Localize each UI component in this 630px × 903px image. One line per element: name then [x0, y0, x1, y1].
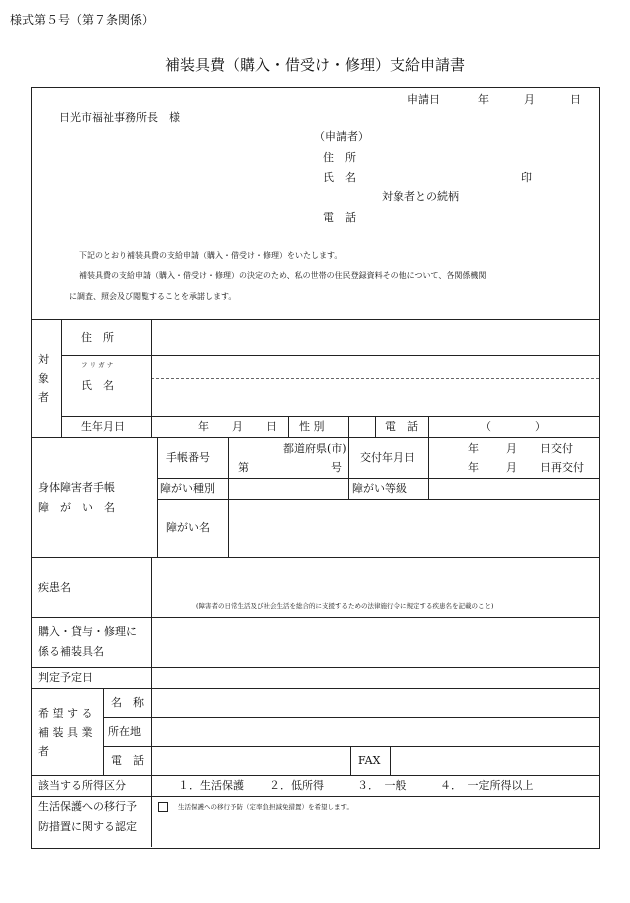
subject-address-label: 住 所	[81, 331, 114, 344]
col-divider	[61, 319, 62, 437]
row-divider	[103, 746, 599, 747]
application-year-label: 年	[478, 93, 489, 106]
col-divider	[157, 437, 158, 557]
disease-note: (障害者の日常生活及び社会生活を総合的に支援するための法律施行令に規定する疾患名を記載のこと)	[196, 602, 494, 610]
vendor-label-line1: 希 望 す る	[38, 707, 93, 720]
handbook-label: 身体障害者手帳	[38, 481, 115, 494]
applicant-heading: （申請者）	[314, 130, 369, 143]
col-divider	[348, 416, 349, 437]
addressee: 日光市福祉事務所長 様	[59, 111, 180, 124]
col-divider	[375, 416, 376, 437]
device-label-line2: 係る補装具名	[38, 645, 104, 658]
birth-month-label: 月	[232, 420, 243, 433]
issue-year-label: 年	[468, 442, 479, 455]
disability-name-section-label: 障 が い 名	[38, 501, 115, 514]
applicant-phone-label: 電 話	[323, 211, 356, 224]
row-divider	[31, 667, 599, 668]
income-option[interactable]: １．生活保護	[178, 779, 244, 792]
judgment-date-label: 判定予定日	[38, 671, 93, 684]
birth-year-label: 年	[198, 420, 209, 433]
col-divider	[390, 746, 391, 775]
application-date-label: 申請日	[407, 93, 440, 106]
vendor-name-label: 名 称	[111, 696, 144, 709]
row-divider	[157, 478, 599, 479]
vendor-label-line3: 者	[38, 745, 49, 758]
prefecture-label: 都道府県(市)	[283, 442, 347, 455]
col-divider	[151, 319, 152, 437]
subject-phone-label: 電 話	[385, 420, 418, 433]
row-divider	[31, 617, 599, 618]
vendor-location-label: 所在地	[108, 725, 141, 738]
transition-checkbox[interactable]	[158, 802, 168, 812]
col-divider	[428, 416, 429, 437]
income-option[interactable]: ３． 一般	[357, 779, 407, 792]
income-option[interactable]: ２．低所得	[269, 779, 324, 792]
vendor-label-line2: 補 装 具 業	[38, 726, 93, 739]
birth-date-label: 生年月日	[81, 420, 125, 433]
applicant-address-label: 住 所	[323, 151, 356, 164]
relation-label: 対象者との続柄	[382, 190, 459, 203]
statement-consent-2: に調査、照会及び閲覧することを承諾します。	[69, 292, 237, 301]
row-divider	[61, 355, 599, 356]
reissue-month-label: 月	[506, 461, 517, 474]
row-divider	[157, 499, 599, 500]
subject-phone-parens: （ ）	[480, 420, 546, 433]
row-divider	[31, 796, 599, 797]
row-divider	[31, 437, 599, 438]
transition-label-line1: 生活保護への移行予	[38, 800, 137, 813]
row-divider	[103, 717, 599, 718]
col-divider	[151, 557, 152, 847]
row-divider	[31, 688, 599, 689]
birth-day-label: 日	[266, 420, 277, 433]
vendor-fax-label: FAX	[358, 754, 381, 767]
transition-label-line2: 防措置に関する認定	[38, 820, 137, 833]
disability-type-label: 障がい種別	[160, 482, 215, 495]
seal-mark: 印	[521, 171, 532, 184]
applicant-name-label: 氏 名	[323, 171, 356, 184]
issue-date-label: 交付年月日	[360, 451, 415, 464]
col-divider	[348, 437, 349, 499]
row-divider	[31, 319, 599, 320]
reissue-day-label: 日再交付	[540, 461, 584, 474]
col-divider	[288, 416, 289, 437]
col-divider	[428, 437, 429, 499]
form-number: 様式第５号（第７条関係）	[10, 13, 155, 27]
income-category-label: 該当する所得区分	[38, 779, 126, 792]
number-prefix-label: 第	[238, 461, 249, 474]
col-divider	[228, 437, 229, 557]
disability-grade-label: 障がい等級	[352, 482, 407, 495]
application-month-label: 月	[524, 93, 535, 106]
handbook-number-label: 手帳番号	[166, 451, 210, 464]
statement-request: 下記のとおり補装具費の支給申請（購入・借受け・修理）をいたします。	[79, 251, 343, 260]
statement-consent-1: 補装具費の支給申請（購入・借受け・修理）の決定のため、私の世帯の住民登録資料その他について、各関係機関	[79, 271, 487, 280]
furigana-label: フ リ ガ ナ	[81, 361, 114, 369]
application-day-label: 日	[570, 93, 581, 106]
vendor-phone-label: 電 話	[111, 754, 144, 767]
reissue-year-label: 年	[468, 461, 479, 474]
issue-month-label: 月	[506, 442, 517, 455]
row-divider	[61, 416, 599, 417]
form-title: 補装具費（購入・借受け・修理）支給申請書	[164, 56, 465, 74]
row-divider	[31, 557, 599, 558]
row-divider	[31, 775, 599, 776]
col-divider	[350, 746, 351, 775]
col-divider	[103, 688, 104, 775]
transition-option-text: 生活保護への移行予防（定率負担減免措置）を希望します。	[178, 803, 353, 811]
subject-name-label: 氏 名	[81, 379, 114, 392]
sex-label: 性 別	[299, 420, 325, 433]
subject-label: 対象者	[38, 353, 49, 404]
device-label-line1: 購入・貸与・修理に	[38, 625, 137, 638]
number-suffix-label: 号	[331, 461, 342, 474]
issue-day-label: 日交付	[540, 442, 573, 455]
furigana-divider	[151, 378, 599, 379]
disease-label: 疾患名	[38, 581, 71, 594]
income-option[interactable]: ４． 一定所得以上	[440, 779, 534, 792]
disability-name-label: 障がい名	[166, 521, 210, 534]
